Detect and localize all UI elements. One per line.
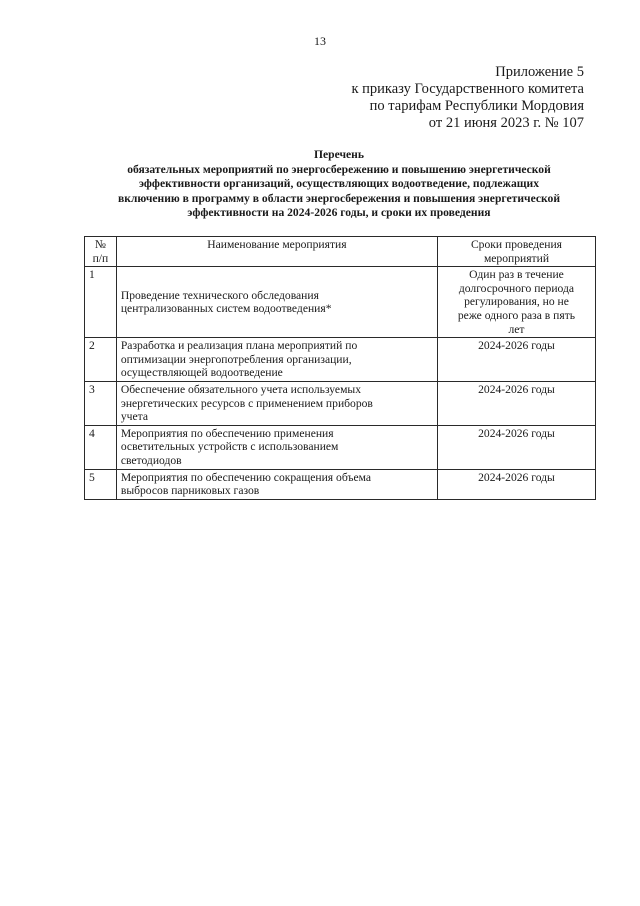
row-name-line: Обеспечение обязательного учета используемых: [120, 382, 361, 396]
table-row: [85, 425, 596, 469]
row-name-line: осуществляющей водоотведение: [120, 366, 283, 380]
title-line: эффективности на 2024-2026 годы, и сроки их проведения: [187, 206, 491, 219]
row-name-line: учета: [120, 410, 148, 424]
row-term-line: долгосрочного периода: [458, 281, 575, 295]
row-number: 3: [85, 381, 117, 425]
row-term-line: 2024-2026 годы: [478, 339, 555, 353]
table-row: [85, 267, 596, 338]
title-line: эффективности организаций, осуществляющих водоотведение, подлежащих: [138, 177, 540, 190]
row-name-line: централизованных систем водоотведения*: [120, 302, 332, 316]
row-name-line: Мероприятия по обеспечению сокращения объема: [120, 470, 371, 484]
table-row: [85, 381, 596, 425]
header-name-text: Наименование мероприятия: [207, 238, 347, 251]
row-name: [116, 425, 437, 469]
appendix-header: [351, 64, 584, 132]
row-number: 1: [85, 267, 117, 338]
row-name-line: выбросов парниковых газов: [120, 484, 260, 498]
row-number: 5: [85, 469, 117, 499]
appendix-line: от 21 июня 2023 г. № 107: [428, 115, 584, 131]
header-number-line: п/п: [92, 251, 109, 265]
header-number: [85, 237, 117, 267]
row-term: [437, 267, 595, 338]
row-term: [437, 469, 595, 499]
header-number-line: №: [94, 238, 106, 251]
row-number: 2: [85, 338, 117, 382]
measures-table: [84, 236, 596, 500]
appendix-line: по тарифам Республики Мордовия: [369, 98, 584, 114]
header-name: [116, 237, 437, 267]
row-term: [437, 338, 595, 382]
row-term-line: 2024-2026 годы: [478, 426, 555, 440]
row-name-line: Мероприятия по обеспечению применения: [120, 426, 334, 440]
row-name-line: светодиодов: [120, 453, 182, 467]
row-term-line: 2024-2026 годы: [478, 382, 555, 396]
table-header-row: [85, 237, 596, 267]
table-row: [85, 469, 596, 499]
header-term: [437, 237, 595, 267]
document-title: [84, 148, 594, 221]
table-row: [85, 338, 596, 382]
row-term-line: лет: [508, 322, 525, 336]
row-term: [437, 425, 595, 469]
row-name-line: энергетических ресурсов с применением приборов: [120, 396, 373, 410]
row-name: [116, 381, 437, 425]
header-term-line: мероприятий: [483, 251, 550, 265]
row-term: [437, 381, 595, 425]
header-term-line: Сроки проведения: [470, 238, 562, 251]
row-name: [116, 267, 437, 338]
row-term-line: регулирования, но не: [464, 295, 569, 309]
title-line: обязательных мероприятий по энергосбережению и повышению энергетической: [127, 162, 551, 176]
page-number: 13: [314, 34, 326, 48]
appendix-line: Приложение 5: [495, 64, 584, 80]
row-number: 4: [85, 425, 117, 469]
title-line: включению в программу в области энергосбережения и повышения энергетической: [117, 191, 561, 205]
appendix-line: к приказу Государственного комитета: [351, 81, 584, 97]
row-name-line: Проведение технического обследования: [120, 288, 319, 302]
row-term-line: Один раз в течение: [469, 268, 564, 282]
title-line: Перечень: [314, 148, 364, 161]
row-name-line: осветительных устройств с использованием: [120, 440, 339, 454]
row-term-line: 2024-2026 годы: [478, 470, 555, 484]
row-name-line: оптимизации энергопотребления организации,: [120, 352, 352, 366]
row-name-line: Разработка и реализация плана мероприятий по: [120, 339, 358, 353]
row-term-line: реже одного раза в пять: [457, 308, 576, 322]
row-name: [116, 338, 437, 382]
row-name: [116, 469, 437, 499]
